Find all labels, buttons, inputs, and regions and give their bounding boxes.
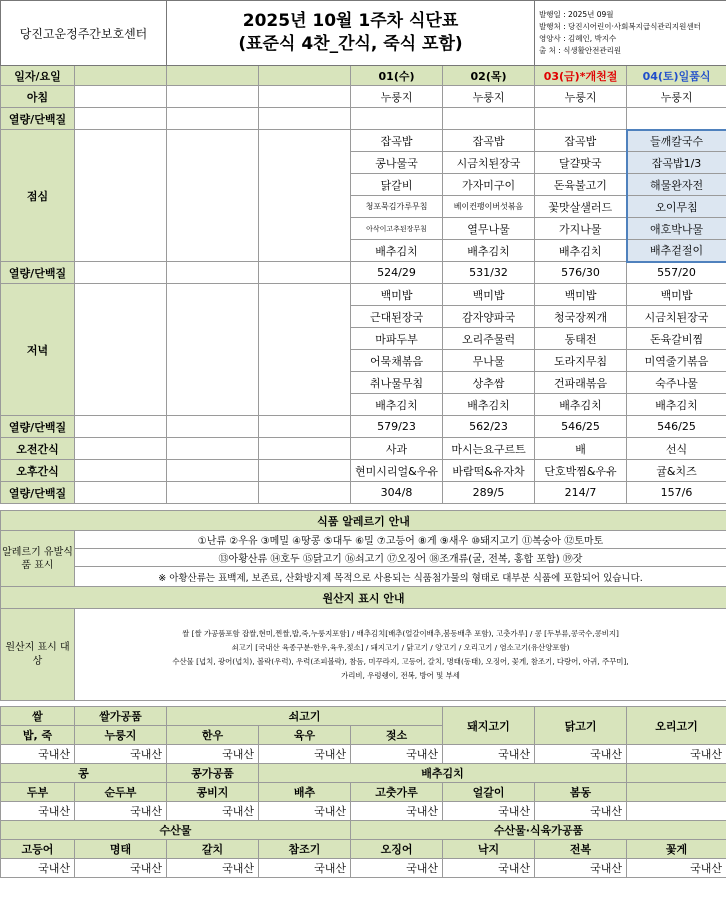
dinner-item: 근대된장국	[351, 306, 443, 328]
lunch-item[interactable]: 애호박나물	[627, 218, 726, 240]
origin-value: 국내산	[75, 745, 167, 764]
publish-date: 발행일 : 2025년 09월	[539, 10, 614, 19]
dinner-item: 배추김치	[351, 394, 443, 416]
lunch-nutrition: 524/29	[351, 262, 443, 284]
dinner-item: 백미밥	[351, 284, 443, 306]
dinner-item: 숙주나물	[627, 372, 726, 394]
lunch-nutrition: 531/32	[443, 262, 535, 284]
lunch-item: 청포묵김가루무침	[351, 196, 443, 218]
lunch-item: 배추김치	[351, 240, 443, 262]
title-line2: (표준식 4찬_간식, 죽식 포함)	[238, 34, 463, 54]
origin-group: 오리고기	[627, 707, 726, 745]
origin-sub: 고춧가루	[351, 783, 443, 802]
dinner-nutrition-label: 열량/단백질	[1, 416, 75, 438]
page-title	[167, 1, 535, 66]
origin-group: 배추김치	[259, 764, 627, 783]
dinner-item: 도라지무침	[535, 350, 627, 372]
pm-snack: 귤&치즈	[627, 460, 726, 482]
dinner-item: 오리주물럭	[443, 328, 535, 350]
publish-info	[535, 1, 726, 66]
pm-snack: 바람떡&유자차	[443, 460, 535, 482]
dinner-item: 백미밥	[627, 284, 726, 306]
lunch-item: 잡곡밥	[535, 130, 627, 152]
publisher: 발행처 : 당진시어린이·사회복지급식관리지원센터	[539, 22, 701, 31]
am-snack: 사과	[351, 438, 443, 460]
dinner-item: 배추김치	[535, 394, 627, 416]
lunch-item: 달걀팟국	[535, 152, 627, 174]
origin-sub: 두부	[1, 783, 75, 802]
origin-value: 국내산	[535, 802, 627, 821]
dietitian: 영양사 : 김혜인, 박지수	[539, 34, 617, 43]
allergy-title: 식품 알레르기 안내	[1, 511, 726, 531]
center-name: 당진고운정주간보호센터	[1, 1, 167, 66]
origin-sub: 명태	[75, 840, 167, 859]
snack-nutrition: 157/6	[627, 482, 726, 504]
dinner-item: 청국장찌개	[535, 306, 627, 328]
day-2: 02(목)	[443, 66, 535, 86]
dinner-item: 어묵채볶음	[351, 350, 443, 372]
lunch-item: 배추김치	[443, 240, 535, 262]
origin-details	[75, 609, 726, 701]
dinner-nutrition: 562/23	[443, 416, 535, 438]
origin-value: 국내산	[351, 859, 443, 878]
origin-sub: 한우	[167, 726, 259, 745]
breakfast-nutrition-label: 열량/단백질	[1, 108, 75, 130]
lunch-item: 열무나물	[443, 218, 535, 240]
origin-sub: 배추	[259, 783, 351, 802]
origin-group: 콩가공품	[167, 764, 259, 783]
dinner-nutrition: 546/25	[535, 416, 627, 438]
dinner-item: 무나물	[443, 350, 535, 372]
origin-sub: 얼갈이	[443, 783, 535, 802]
origin-group: 수산물	[1, 821, 351, 840]
lunch-item: 시금치된장국	[443, 152, 535, 174]
am-snack: 배	[535, 438, 627, 460]
origin-value: 국내산	[443, 802, 535, 821]
lunch-nutrition-label: 열량/단백질	[1, 262, 75, 284]
pm-snack: 현미시리얼&우유	[351, 460, 443, 482]
lunch-item: 베이컨팽이버섯볶음	[443, 196, 535, 218]
origin-group: 쌀	[1, 707, 75, 726]
origin-sub: 고등어	[1, 840, 75, 859]
origin-sub: 순두부	[75, 783, 167, 802]
lunch-item: 아삭이고추된장무침	[351, 218, 443, 240]
am-snack-label: 오전간식	[1, 438, 75, 460]
lunch-item: 배추김치	[535, 240, 627, 262]
dinner-item: 돈육갈비찜	[627, 328, 726, 350]
info-table	[0, 510, 726, 701]
allergy-line2: ⑬아황산류 ⑭호두 ⑮닭고기 ⑯쇠고기 ⑰오징어 ⑱조개류(굴, 전복, 홍합 포함) ⑲잣	[75, 549, 726, 567]
dinner-item: 백미밥	[535, 284, 627, 306]
origin-group: 돼지고기	[443, 707, 535, 745]
dinner-item: 동태전	[535, 328, 627, 350]
dinner-item: 상추쌈	[443, 372, 535, 394]
origin-line: 수산물 [넙치, 광어(넙치), 볼락(우럭), 우럭(조피볼락), 참돔, 미꾸라지, 고등어, 갈치, 명태(동태), 오징어, 꽃게, 참조기, 다랑어, 아귀, 주꾸미],	[172, 656, 629, 666]
origin-group: 수산물·식육가공품	[351, 821, 726, 840]
origin-sub: 갈치	[167, 840, 259, 859]
lunch-item[interactable]: 들깨칼국수	[627, 130, 726, 152]
snack-nutrition: 214/7	[535, 482, 627, 504]
am-snack: 마시는요구르트	[443, 438, 535, 460]
lunch-item: 닭갈비	[351, 174, 443, 196]
breakfast-1: 누룽지	[351, 86, 443, 108]
lunch-item[interactable]: 오이무침	[627, 196, 726, 218]
origin-sub: 봄동	[535, 783, 627, 802]
dinner-item: 배추김치	[627, 394, 726, 416]
pm-snack-label: 오후간식	[1, 460, 75, 482]
source: 출 처 : 식생활안전관리원	[539, 46, 622, 55]
origin-sub: 누룽지	[75, 726, 167, 745]
origin-value: 국내산	[75, 859, 167, 878]
origin-group: 쇠고기	[167, 707, 443, 726]
origin-group: 콩	[1, 764, 167, 783]
dinner-label: 저녁	[1, 284, 75, 416]
origin-sub: 꽃게	[627, 840, 726, 859]
origin-value: 국내산	[259, 745, 351, 764]
lunch-item: 잡곡밥	[351, 130, 443, 152]
origin-value: 국내산	[1, 859, 75, 878]
dinner-nutrition: 546/25	[627, 416, 726, 438]
origin-sub: 참조기	[259, 840, 351, 859]
day-3: 03(금)*개천절	[535, 66, 627, 86]
dinner-nutrition: 579/23	[351, 416, 443, 438]
origin-value: 국내산	[535, 859, 627, 878]
lunch-item[interactable]: 해물완자전	[627, 174, 726, 196]
snack-nutrition: 304/8	[351, 482, 443, 504]
day-4: 04(토)일품식	[627, 66, 726, 86]
lunch-item: 잡곡밥	[443, 130, 535, 152]
origin-value: 국내산	[167, 859, 259, 878]
dinner-item: 건파래볶음	[535, 372, 627, 394]
dinner-item: 시금치된장국	[627, 306, 726, 328]
dinner-item: 감자양파국	[443, 306, 535, 328]
lunch-item: 가지나물	[535, 218, 627, 240]
origin-value: 국내산	[75, 802, 167, 821]
dinner-item: 미역줄기볶음	[627, 350, 726, 372]
dinner-item: 백미밥	[443, 284, 535, 306]
origin-value: 국내산	[627, 745, 726, 764]
lunch-item: 돈육불고기	[535, 174, 627, 196]
day-1: 01(수)	[351, 66, 443, 86]
origin-sub: 오징어	[351, 840, 443, 859]
pm-snack: 단호박찜&우유	[535, 460, 627, 482]
origin-value: 국내산	[167, 745, 259, 764]
breakfast-4: 누룽지	[627, 86, 726, 108]
origin-line: 쇠고기 [국내산 육종구분-한우,육우,젖소] / 돼지고기 / 닭고기 / 양고기 / 오리고기 / 염소고기(유산양포함)	[231, 642, 570, 652]
origin-value: 국내산	[351, 745, 443, 764]
origin-value: 국내산	[443, 745, 535, 764]
lunch-nutrition: 557/20	[627, 262, 726, 284]
allergy-label: 알레르기 유발식품 표시	[1, 531, 75, 587]
origin-title: 원산지 표시 안내	[1, 587, 726, 609]
origin-sub: 밥, 죽	[1, 726, 75, 745]
lunch-nutrition: 576/30	[535, 262, 627, 284]
origin-sub: 육우	[259, 726, 351, 745]
lunch-item[interactable]: 배추겉절이	[627, 240, 726, 262]
breakfast-3: 누룽지	[535, 86, 627, 108]
origin-table	[0, 706, 726, 878]
dinner-item: 마파두부	[351, 328, 443, 350]
origin-value: 국내산	[259, 859, 351, 878]
lunch-label: 점심	[1, 130, 75, 262]
lunch-item: 가자미구이	[443, 174, 535, 196]
breakfast-label: 아침	[1, 86, 75, 108]
title-line1: 2025년 10월 1주차 식단표	[242, 11, 459, 31]
origin-value: 국내산	[627, 859, 726, 878]
breakfast-2: 누룽지	[443, 86, 535, 108]
origin-sub: 콩비지	[167, 783, 259, 802]
dinner-item: 취나물무침	[351, 372, 443, 394]
snack-nutrition: 289/5	[443, 482, 535, 504]
origin-sub: 낙지	[443, 840, 535, 859]
origin-label: 원산지 표시 대상	[1, 609, 75, 701]
origin-value: 국내산	[167, 802, 259, 821]
origin-line: 가리비, 우렁쉥이, 전복, 방어 및 부세	[341, 670, 460, 680]
dinner-item: 배추김치	[443, 394, 535, 416]
origin-value: 국내산	[443, 859, 535, 878]
am-snack: 선식	[627, 438, 726, 460]
lunch-item: 꽃맛살샐러드	[535, 196, 627, 218]
date-label: 일자/요일	[1, 66, 75, 86]
allergy-note: ※ 아황산류는 표백제, 보존료, 산화방지제 목적으로 사용되는 식품첨가물의 형태로 대부분 식품에 포함되어 있습니다.	[75, 567, 726, 587]
allergy-line1: ①난류 ②우유 ③메밀 ④땅콩 ⑤대두 ⑥밀 ⑦고등어 ⑧게 ⑨새우 ⑩돼지고기 ⑪복숭아 ⑫토마토	[75, 531, 726, 549]
snack-nutrition-label: 열량/단백질	[1, 482, 75, 504]
lunch-item[interactable]: 잡곡밥1/3	[627, 152, 726, 174]
origin-value: 국내산	[535, 745, 627, 764]
origin-sub: 젖소	[351, 726, 443, 745]
origin-line: 쌀 [쌀 가공품포함 잡쌀,현미,찐쌀,밥,죽,누룽지포함] / 배추김치[배추(얼갈이배추,봄동배추 포함), 고춧가루] / 콩 [두부류,콩국수,콩비지]	[182, 628, 619, 638]
origin-sub: 전복	[535, 840, 627, 859]
origin-value: 국내산	[259, 802, 351, 821]
origin-group: 쌀가공품	[75, 707, 167, 726]
origin-value: 국내산	[1, 802, 75, 821]
lunch-item: 콩나물국	[351, 152, 443, 174]
origin-group: 닭고기	[535, 707, 627, 745]
origin-value: 국내산	[351, 802, 443, 821]
origin-value: 국내산	[1, 745, 75, 764]
